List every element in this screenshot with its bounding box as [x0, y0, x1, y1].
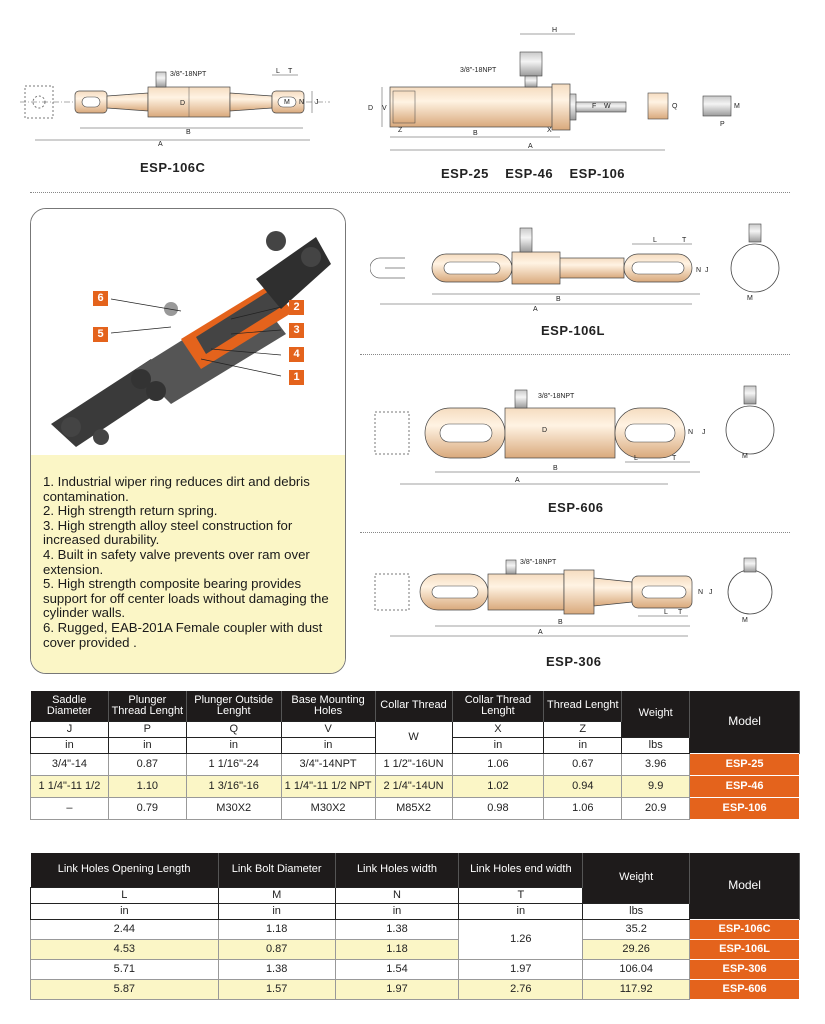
cell: 20.9 — [622, 797, 690, 819]
header-weight: Weight — [583, 853, 690, 903]
cell: 1.97 — [459, 959, 583, 979]
dim-j-606: J — [702, 429, 706, 436]
model-cell: ESP-606 — [690, 979, 800, 999]
dim-m-606: M — [742, 453, 748, 460]
cell: 0.67 — [544, 753, 622, 775]
caption-esp-106c: ESP-106C — [140, 160, 206, 175]
cell: 1.18 — [218, 919, 335, 939]
dim-a-main: A — [528, 143, 533, 150]
dim-j-106l: J — [705, 267, 709, 274]
cell: 3.96 — [622, 753, 690, 775]
cell: 1.54 — [335, 959, 459, 979]
cell: 5.71 — [31, 959, 219, 979]
feature-5: 5. High strength composite bearing provides support for off center loads without damaging the cylinder walls. — [43, 576, 329, 621]
callout-1: 1 — [289, 370, 304, 385]
letter-t: T — [459, 887, 583, 903]
dim-t-606: T — [672, 455, 677, 462]
dim-t-306: T — [678, 609, 683, 616]
dim-d-606: D — [542, 427, 548, 434]
feature-3: 3. High strength alloy steel construction for increased durability. — [43, 517, 293, 548]
unit: in — [108, 737, 186, 753]
cell: 1 1/4"-11 1/2 — [31, 775, 109, 797]
dim-d-main: D — [368, 105, 374, 112]
header-plunger-thread: Plunger Thread Lenght — [108, 691, 186, 721]
header-link-bolt: Link Bolt Diameter — [218, 853, 335, 887]
cell: 35.2 — [583, 919, 690, 939]
header-link-width: Link Holes width — [335, 853, 459, 887]
dim-m: M — [284, 99, 290, 106]
esp-106c-drawing — [20, 60, 340, 155]
cell: 1.06 — [544, 797, 622, 819]
table-row — [31, 979, 800, 999]
letter-l: L — [31, 887, 219, 903]
dim-l-106l: L — [653, 237, 657, 244]
cell: 1.26 — [459, 919, 583, 959]
cell: 1.06 — [452, 753, 544, 775]
header-collar-thread: Collar Thread — [375, 691, 452, 721]
dim-f: F — [592, 103, 597, 110]
dim-v: V — [382, 105, 387, 112]
table-row — [31, 939, 800, 959]
dim-n-306: N — [698, 589, 704, 596]
letter-w: W — [375, 721, 452, 753]
cell: 9.9 — [622, 775, 690, 797]
cell: 4.53 — [31, 939, 219, 959]
callout-4: 4 — [289, 347, 304, 362]
letter-n: N — [335, 887, 459, 903]
cell: 1.38 — [218, 959, 335, 979]
feature-list — [31, 455, 346, 674]
cell: 0.98 — [452, 797, 544, 819]
unit: in — [452, 737, 544, 753]
dim-npt: 3/8"-18NPT — [170, 71, 207, 78]
callout-3: 3 — [289, 323, 304, 338]
letter-q: Q — [186, 721, 281, 737]
feature-1: 1. Industrial wiper ring reduces dirt and debris contamination. — [43, 474, 310, 504]
letter-v: V — [281, 721, 375, 737]
dim-a: A — [158, 141, 163, 148]
header-thread-length: Thread Lenght — [544, 691, 622, 721]
dim-m-106l: M — [747, 295, 753, 302]
cell: 1.02 — [452, 775, 544, 797]
table-row — [31, 753, 800, 775]
dim-m-main: M — [734, 103, 740, 110]
dim-b-606: B — [553, 465, 558, 472]
header-collar-length: Collar Thread Lenght — [452, 691, 544, 721]
caption-esp-106l: ESP-106L — [541, 323, 605, 338]
feature-6: 6. Rugged, EAB-201A Female coupler with dust cover provided . — [43, 619, 323, 650]
cell: 0.87 — [108, 753, 186, 775]
cell: M85X2 — [375, 797, 452, 819]
unit: in — [281, 737, 375, 753]
cell: 1 1/4"-11 1/2 NPT — [281, 775, 375, 797]
dim-q: Q — [672, 103, 678, 110]
header-saddle: Saddle Diameter — [31, 691, 109, 721]
separator — [360, 532, 790, 533]
separator — [360, 354, 790, 355]
dim-z: Z — [398, 127, 403, 134]
cell: 0.87 — [218, 939, 335, 959]
unit: in — [335, 903, 459, 919]
dim-b-106l: B — [556, 296, 561, 303]
unit: in — [31, 737, 109, 753]
cell: 2.44 — [31, 919, 219, 939]
caption-esp-main: ESP-25 ESP-46 ESP-106 — [441, 166, 626, 181]
unit: in — [544, 737, 622, 753]
dim-m-306: M — [742, 617, 748, 624]
cell: 2.76 — [459, 979, 583, 999]
callout-2: 2 — [289, 300, 304, 315]
model-cell: ESP-46 — [690, 775, 800, 797]
feature-4: 4. Built in safety valve prevents over ram over extension. — [43, 546, 310, 577]
caption-esp-306: ESP-306 — [546, 654, 602, 669]
dim-n-606: N — [688, 429, 694, 436]
cell: 117.92 — [583, 979, 690, 999]
dim-w: W — [604, 103, 611, 110]
dim-j: J — [315, 99, 319, 106]
cell: – — [31, 797, 109, 819]
separator — [30, 192, 790, 193]
model-cell: ESP-306 — [690, 959, 800, 979]
header-base-holes: Base Mounting Holes — [281, 691, 375, 721]
esp-main-drawing — [360, 22, 760, 157]
dim-l: L — [276, 68, 280, 75]
header-model: Model — [690, 691, 800, 753]
dim-npt-606: 3/8"-18NPT — [538, 393, 575, 400]
dim-b-306: B — [558, 619, 563, 626]
cell: 1.18 — [335, 939, 459, 959]
dim-n: N — [299, 99, 305, 106]
feature-2: 2. High strength return spring. — [43, 503, 218, 519]
dim-npt-306: 3/8"-18NPT — [520, 559, 557, 566]
cell: M30X2 — [281, 797, 375, 819]
cell: 2 1/4"-14UN — [375, 775, 452, 797]
letter-x: X — [452, 721, 544, 737]
dim-x: X — [547, 127, 552, 134]
unit: in — [459, 903, 583, 919]
esp-106l-drawing — [370, 222, 780, 318]
dim-b: B — [186, 129, 191, 136]
dim-npt-main: 3/8"-18NPT — [460, 67, 497, 74]
unit: in — [31, 903, 219, 919]
dim-l-606: L — [634, 455, 638, 462]
cell: 5.87 — [31, 979, 219, 999]
letter-p: P — [108, 721, 186, 737]
dim-d: D — [180, 100, 186, 107]
unit: lbs — [583, 903, 690, 919]
table-row — [31, 959, 800, 979]
cell: 29.26 — [583, 939, 690, 959]
spec-table-cylinder — [30, 691, 800, 820]
table-row — [31, 919, 800, 939]
unit: in — [218, 903, 335, 919]
dim-a-106l: A — [533, 306, 538, 313]
cell: 1 1/2"-16UN — [375, 753, 452, 775]
esp-606-drawing — [370, 384, 780, 494]
cell: 1 3/16"-16 — [186, 775, 281, 797]
letter-z: Z — [544, 721, 622, 737]
caption-esp-606: ESP-606 — [548, 500, 604, 515]
model-cell: ESP-106 — [690, 797, 800, 819]
cell: 1.97 — [335, 979, 459, 999]
cell: 1 1/16"-24 — [186, 753, 281, 775]
cell: 106.04 — [583, 959, 690, 979]
dim-t-106l: T — [682, 237, 687, 244]
model-cell: ESP-25 — [690, 753, 800, 775]
model-cell: ESP-106L — [690, 939, 800, 959]
cell: 1.38 — [335, 919, 459, 939]
callout-5: 5 — [93, 327, 108, 342]
feature-panel — [30, 208, 346, 674]
dim-h: H — [552, 27, 558, 34]
cell: 3/4"-14 — [31, 753, 109, 775]
letter-j: J — [31, 721, 109, 737]
dim-b-main: B — [473, 130, 478, 137]
cell: 3/4"-14NPT — [281, 753, 375, 775]
dim-p: P — [720, 121, 725, 128]
esp-306-drawing — [370, 556, 780, 646]
cell: 1.57 — [218, 979, 335, 999]
table-row — [31, 797, 800, 819]
cell: 1.10 — [108, 775, 186, 797]
callout-6: 6 — [93, 291, 108, 306]
dim-t: T — [288, 68, 293, 75]
model-cell: ESP-106C — [690, 919, 800, 939]
header-plunger-outside: Plunger Outside Lenght — [186, 691, 281, 721]
header-link-end-width: Link Holes end width — [459, 853, 583, 887]
cell: M30X2 — [186, 797, 281, 819]
cell: 0.79 — [108, 797, 186, 819]
dim-a-306: A — [538, 629, 543, 636]
unit: lbs — [622, 737, 690, 753]
dim-l-306: L — [664, 609, 668, 616]
dim-a-606: A — [515, 477, 520, 484]
header-weight: Weight — [622, 691, 690, 737]
table-row — [31, 775, 800, 797]
dim-n-106l: N — [696, 267, 702, 274]
spec-table-links — [30, 853, 800, 1000]
header-link-opening: Link Holes Opening Length — [31, 853, 219, 887]
dim-j-306: J — [709, 589, 713, 596]
cell: 0.94 — [544, 775, 622, 797]
unit: in — [186, 737, 281, 753]
header-model: Model — [690, 853, 800, 919]
letter-m: M — [218, 887, 335, 903]
